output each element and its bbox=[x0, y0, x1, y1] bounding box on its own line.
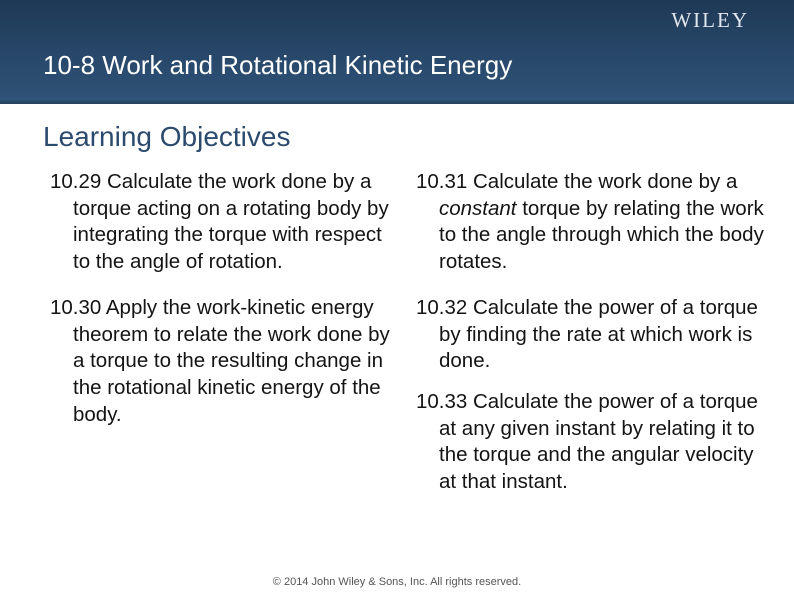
objectives-right-column bbox=[416, 169, 776, 515]
publisher-logo: WILEY bbox=[671, 8, 749, 32]
objective-10-33: 10.33 Calculate the power of a torque at any given instant by relating it to the torque and the angular velocity at that instant. bbox=[416, 389, 758, 494]
objective-10-29: 10.29 Calculate the work done by a torque acting on a rotating body by integrating the torque with respect to the angle of rotation. bbox=[50, 170, 389, 274]
objective-10-30: 10.30 Apply the work-kinetic energy theorem to relate the work done by a torque to the resulting change in the rotational kinetic energy of the body. bbox=[50, 295, 390, 426]
slide-header bbox=[0, 0, 794, 104]
objective-10-31-emphasis: constant bbox=[439, 196, 517, 220]
objective-10-31-part-2: torque by relating the work to the angle through which the body rotates. bbox=[439, 196, 764, 274]
objective-10-31-part-1: 10.31 Calculate the work done by a bbox=[416, 170, 738, 193]
objective-10-32: 10.32 Calculate the power of a torque by finding the rate at which work is done. bbox=[416, 295, 758, 373]
section-title: Learning Objectives bbox=[43, 121, 291, 152]
header-divider bbox=[0, 98, 794, 104]
slide-title: 10-8 Work and Rotational Kinetic Energy bbox=[43, 50, 513, 80]
copyright-footer: © 2014 John Wiley & Sons, Inc. All rights reserved. bbox=[272, 576, 522, 588]
objectives-left-column bbox=[50, 169, 400, 447]
objective-10-31 bbox=[416, 169, 776, 276]
